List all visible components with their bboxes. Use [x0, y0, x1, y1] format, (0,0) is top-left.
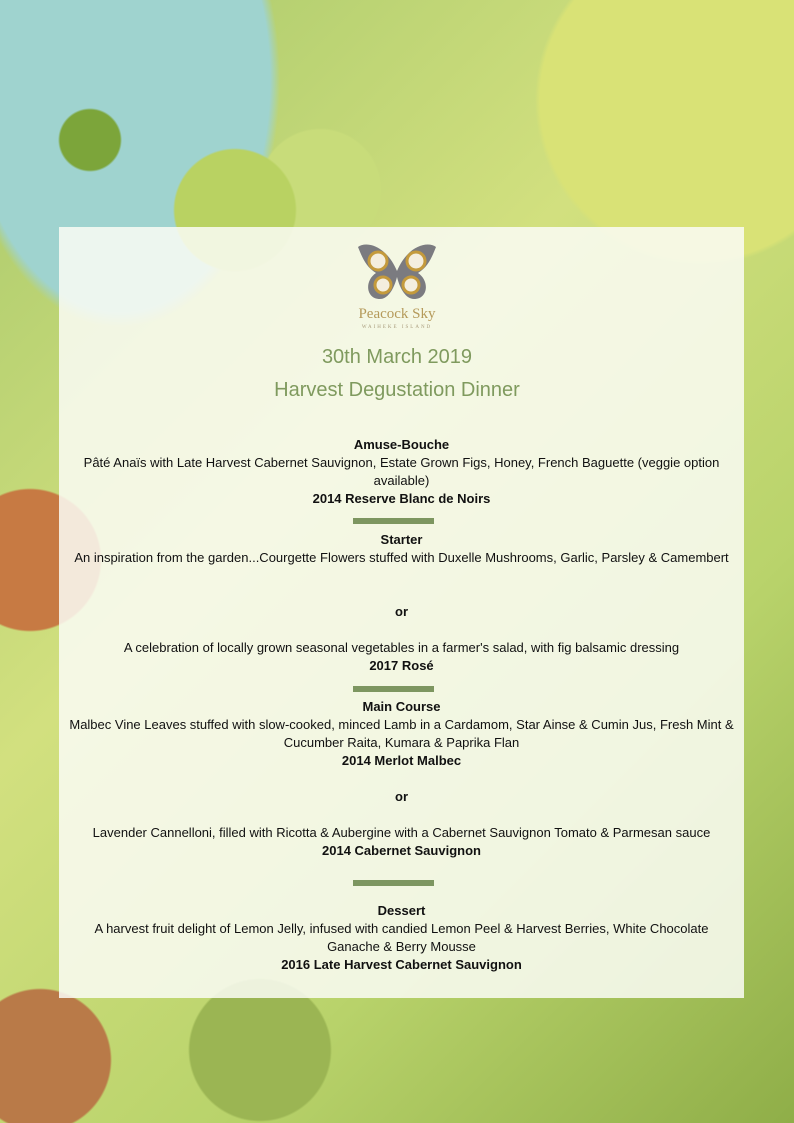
brand-name: Peacock Sky	[358, 306, 436, 322]
divider	[353, 686, 434, 692]
main-option-2: Lavender Cannelloni, filled with Ricotta & Aubergine with a Cabernet Sauvignon Tomato & Parmesan sauce	[92, 825, 711, 840]
main-heading: Main Course	[362, 699, 441, 714]
main-or: or	[395, 789, 408, 804]
amuse-description: Pâté Anaïs with Late Harvest Cabernet Sauvignon, Estate Grown Figs, Honey, French Baguette (veggie option available)	[83, 455, 720, 488]
brand-subtitle: WAIHEKE ISLAND	[361, 325, 433, 330]
dessert-description: A harvest fruit delight of Lemon Jelly, infused with candied Lemon Peel & Harvest Berries, White Chocolate Ganache & Berry Mousse	[94, 921, 709, 954]
divider	[353, 880, 434, 886]
starter-heading: Starter	[380, 532, 423, 547]
amuse-wine: 2014 Reserve Blanc de Noirs	[312, 491, 491, 506]
divider	[353, 518, 434, 524]
main-wine-1: 2014 Merlot Malbec	[341, 753, 462, 768]
dessert-heading: Dessert	[377, 903, 426, 918]
event-date: 30th March 2019	[321, 346, 473, 368]
dessert-wine: 2016 Late Harvest Cabernet Sauvignon	[281, 957, 522, 972]
main-wine-2: 2014 Cabernet Sauvignon	[322, 843, 481, 858]
starter-wine: 2017 Rosé	[369, 658, 434, 673]
event-title: Harvest Degustation Dinner	[274, 379, 520, 401]
starter-or: or	[395, 604, 408, 619]
main-option-1: Malbec Vine Leaves stuffed with slow-cooked, minced Lamb in a Cardamom, Star Ainse & Cumin Jus, Fresh Mint & Cucumber Raita, Kumara & Paprika Flan	[69, 717, 734, 750]
starter-option-2: A celebration of locally grown seasonal vegetables in a farmer's salad, with fig balsamic dressing	[123, 640, 680, 655]
starter-option-1: An inspiration from the garden...Courgette Flowers stuffed with Duxelle Mushrooms, Garlic, Parsley & Camembert	[74, 550, 729, 565]
amuse-heading: Amuse-Bouche	[353, 437, 450, 452]
